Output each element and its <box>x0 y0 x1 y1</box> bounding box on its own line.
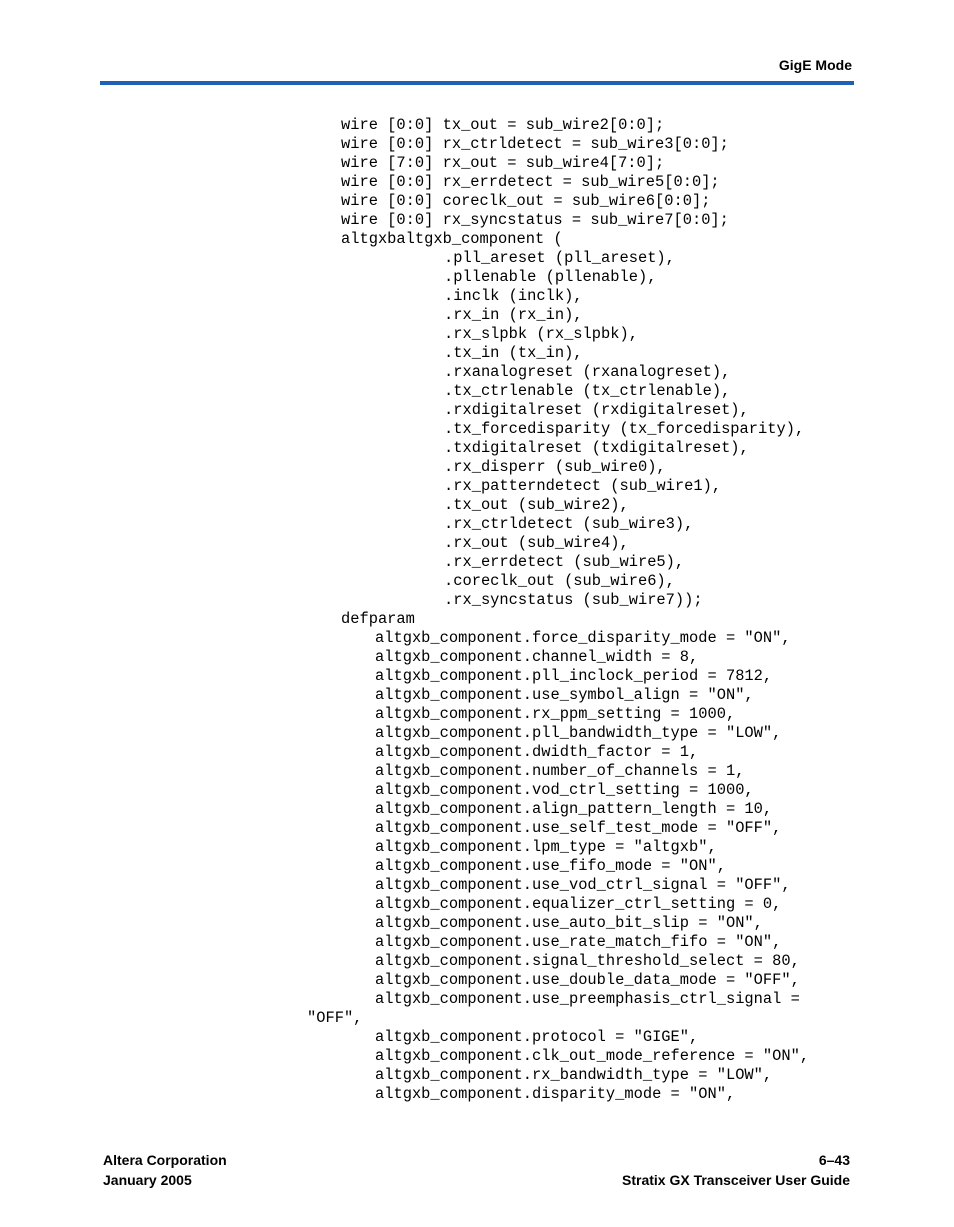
code-line: altgxbaltgxb_component ( <box>341 230 563 248</box>
code-line: .rxanalogreset (rxanalogreset), <box>444 363 731 381</box>
code-line: altgxb_component.channel_width = 8, <box>375 648 699 666</box>
code-line: altgxb_component.rx_bandwidth_type = "LOW", <box>375 1066 773 1084</box>
code-line: .rx_syncstatus (sub_wire7)); <box>444 591 703 609</box>
code-line: altgxb_component.protocol = "GIGE", <box>375 1028 699 1046</box>
code-line: .rx_slpbk (rx_slpbk), <box>444 325 638 343</box>
header-rule <box>100 81 854 85</box>
code-line: altgxb_component.pll_bandwidth_type = "LOW", <box>375 724 782 742</box>
code-line: altgxb_component.align_pattern_length = 10, <box>375 800 773 818</box>
code-line: altgxb_component.use_fifo_mode = "ON", <box>375 857 726 875</box>
code-line: .tx_ctrlenable (tx_ctrlenable), <box>444 382 731 400</box>
code-line: altgxb_component.number_of_channels = 1, <box>375 762 745 780</box>
code-line: altgxb_component.lpm_type = "altgxb", <box>375 838 717 856</box>
footer-left <box>103 1150 227 1190</box>
code-line: wire [0:0] rx_syncstatus = sub_wire7[0:0]; <box>341 211 729 229</box>
footer-right <box>622 1150 850 1190</box>
code-line: altgxb_component.use_preemphasis_ctrl_signal = <box>375 990 800 1008</box>
code-line: .rx_disperr (sub_wire0), <box>444 458 666 476</box>
section-title: GigE Mode <box>778 57 852 73</box>
code-line: wire [0:0] rx_errdetect = sub_wire5[0:0]; <box>341 173 720 191</box>
code-line: .tx_in (tx_in), <box>444 344 583 362</box>
code-line: .inclk (inclk), <box>444 287 583 305</box>
code-listing <box>0 116 810 1104</box>
code-line: altgxb_component.use_auto_bit_slip = "ON", <box>375 914 763 932</box>
code-line: .pll_areset (pll_areset), <box>444 249 675 267</box>
code-line: .pllenable (pllenable), <box>444 268 657 286</box>
code-line: .rx_errdetect (sub_wire5), <box>444 553 685 571</box>
code-line: .rx_ctrldetect (sub_wire3), <box>444 515 694 533</box>
code-line: altgxb_component.vod_ctrl_setting = 1000, <box>375 781 754 799</box>
code-line: altgxb_component.use_symbol_align = "ON", <box>375 686 754 704</box>
code-line: wire [0:0] rx_ctrldetect = sub_wire3[0:0]; <box>341 135 729 153</box>
code-line: altgxb_component.equalizer_ctrl_setting = 0, <box>375 895 782 913</box>
code-line: altgxb_component.signal_threshold_select = 80, <box>375 952 800 970</box>
code-line: altgxb_component.force_disparity_mode = "ON", <box>375 629 791 647</box>
code-line: altgxb_component.use_rate_match_fifo = "ON", <box>375 933 782 951</box>
footer-guide-title: Stratix GX Transceiver User Guide <box>622 1172 850 1188</box>
code-line: .tx_forcedisparity (tx_forcedisparity), <box>444 420 805 438</box>
code-line: altgxb_component.pll_inclock_period = 7812, <box>375 667 773 685</box>
code-line: altgxb_component.rx_ppm_setting = 1000, <box>375 705 736 723</box>
code-line: defparam <box>341 610 415 628</box>
code-line: wire [7:0] rx_out = sub_wire4[7:0]; <box>341 154 665 172</box>
code-line: wire [0:0] tx_out = sub_wire2[0:0]; <box>341 116 665 134</box>
code-line: .rx_out (sub_wire4), <box>444 534 629 552</box>
code-line: .rx_patterndetect (sub_wire1), <box>444 477 722 495</box>
code-line: wire [0:0] coreclk_out = sub_wire6[0:0]; <box>341 192 711 210</box>
code-line: .rx_in (rx_in), <box>444 306 583 324</box>
code-line: .txdigitalreset (txdigitalreset), <box>444 439 749 457</box>
code-line: .tx_out (sub_wire2), <box>444 496 629 514</box>
code-line: altgxb_component.use_self_test_mode = "OFF", <box>375 819 782 837</box>
code-line: altgxb_component.clk_out_mode_reference = "ON", <box>375 1047 810 1065</box>
code-line: "OFF", <box>307 1009 363 1027</box>
code-line: altgxb_component.disparity_mode = "ON", <box>375 1085 736 1103</box>
code-line: altgxb_component.use_double_data_mode = "OFF", <box>375 971 800 989</box>
code-line: altgxb_component.dwidth_factor = 1, <box>375 743 699 761</box>
code-line: .rxdigitalreset (rxdigitalreset), <box>444 401 749 419</box>
footer-page-number: 6–43 <box>818 1152 850 1168</box>
footer-company: Altera Corporation <box>103 1152 227 1168</box>
footer-date: January 2005 <box>103 1172 192 1188</box>
code-line: altgxb_component.use_vod_ctrl_signal = "OFF", <box>375 876 791 894</box>
code-line: .coreclk_out (sub_wire6), <box>444 572 675 590</box>
